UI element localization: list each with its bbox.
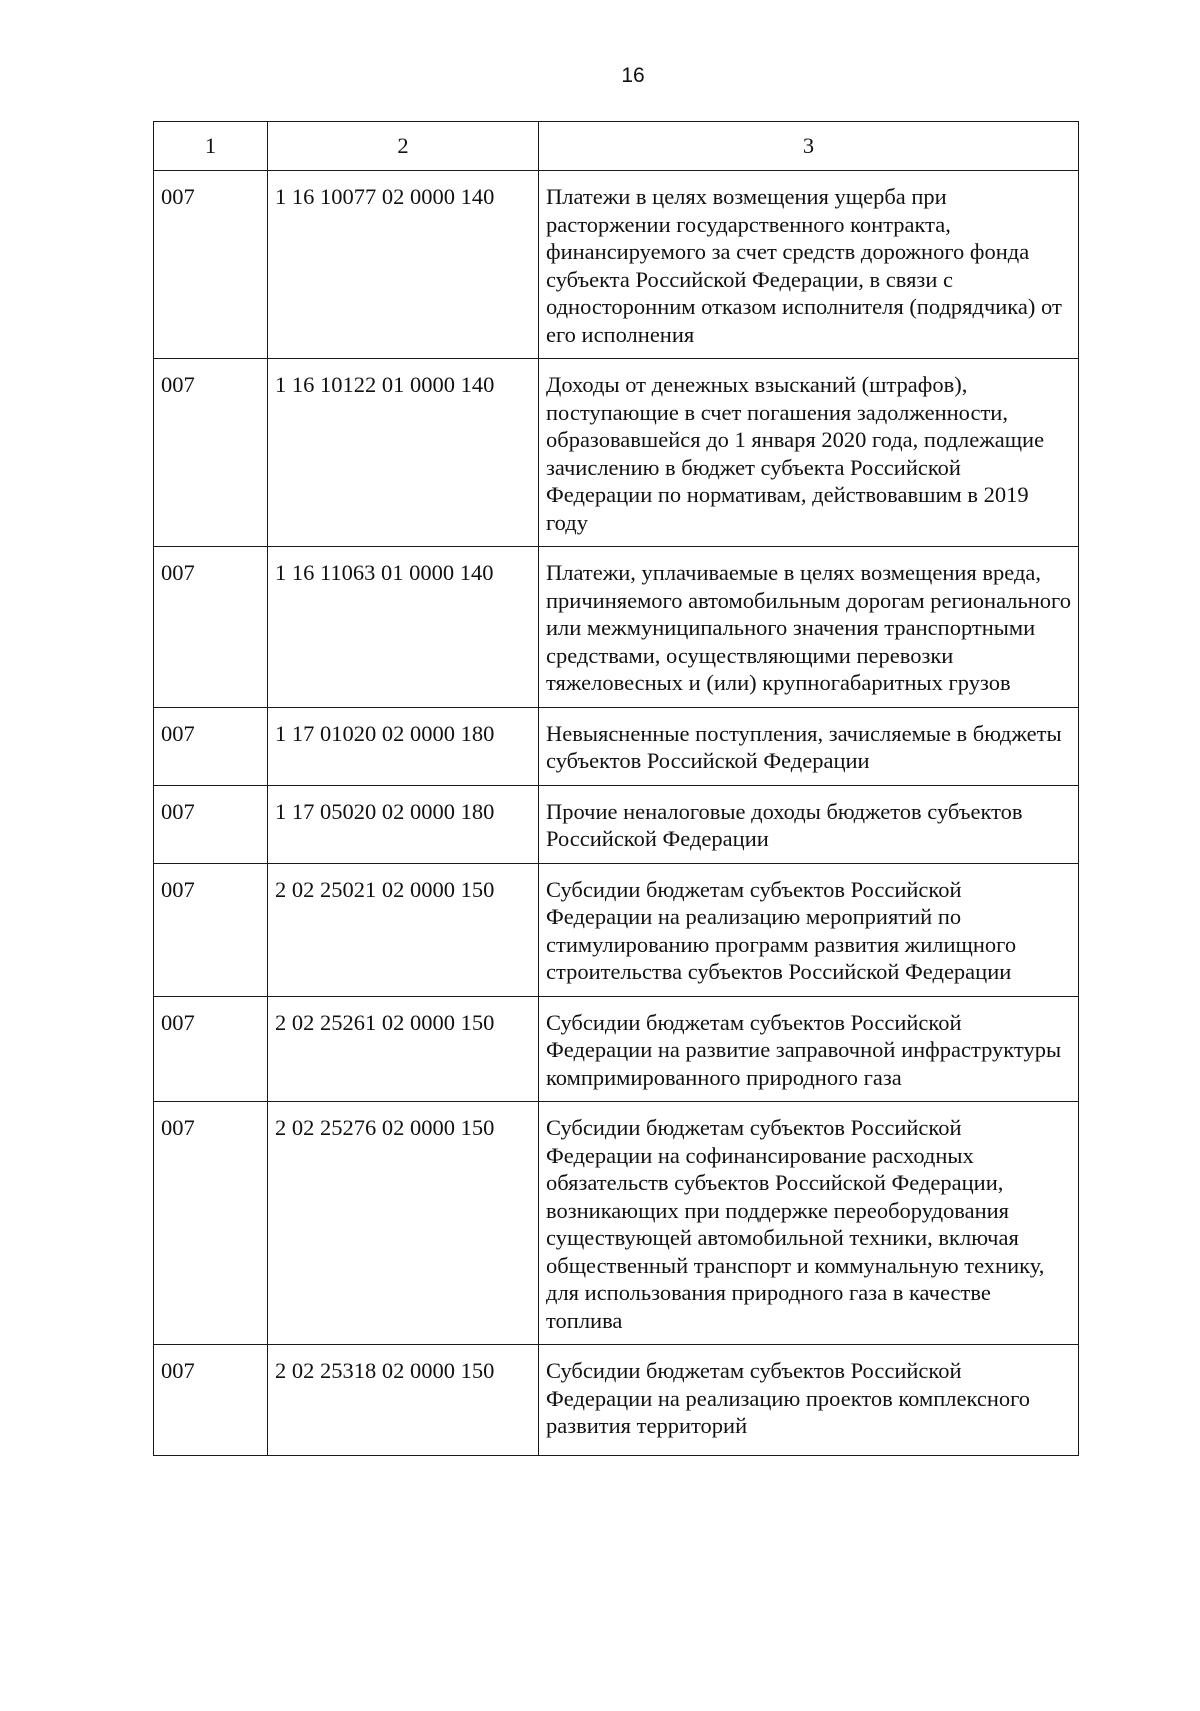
budget-code-cell: 1 16 11063 01 0000 140 [268,547,539,708]
table-header-row [154,122,1079,171]
table-row [154,359,1079,547]
description-cell: Субсидии бюджетам субъектов Российской Федерации на реализацию мероприятий по стимулированию программ развития жилищного строительства субъектов Российской Федерации [539,863,1079,996]
admin-code-cell: 007 [154,1345,268,1456]
header-col-2: 2 [268,122,539,171]
table-row [154,547,1079,708]
admin-code-cell: 007 [154,547,268,708]
budget-code-cell: 2 02 25276 02 0000 150 [268,1102,539,1345]
description-cell: Субсидии бюджетам субъектов Российской Федерации на реализацию проектов комплексного развития территорий [539,1345,1079,1456]
budget-code-cell: 2 02 25261 02 0000 150 [268,996,539,1102]
admin-code-cell: 007 [154,359,268,547]
table-row [154,707,1079,785]
budget-code-cell: 2 02 25318 02 0000 150 [268,1345,539,1456]
budget-code-cell: 1 16 10077 02 0000 140 [268,171,539,359]
table-row [154,863,1079,996]
admin-code-cell: 007 [154,171,268,359]
budget-code-cell: 1 17 05020 02 0000 180 [268,785,539,863]
admin-code-cell: 007 [154,1102,268,1345]
description-cell: Доходы от денежных взысканий (штрафов), поступающие в счет погашения задолженности, образовавшейся до 1 января 2020 года, подлежащие зачислению в бюджет субъекта Российской Федерации по нормативам, действовавшим в 2019 году [539,359,1079,547]
description-cell: Субсидии бюджетам субъектов Российской Федерации на софинансирование расходных обязательств субъектов Российской Федерации, возникающих при поддержке переоборудования существующей автомобильной техники, включая общественный транспорт и коммунальную технику, для использования природного газа в качестве топлива [539,1102,1079,1345]
table-row [154,1102,1079,1345]
description-cell: Прочие неналоговые доходы бюджетов субъектов Российской Федерации [539,785,1079,863]
admin-code-cell: 007 [154,863,268,996]
table-row [154,1345,1079,1456]
budget-code-cell: 1 16 10122 01 0000 140 [268,359,539,547]
table-row [154,171,1079,359]
description-cell: Платежи, уплачиваемые в целях возмещения вреда, причиняемого автомобильным дорогам регионального или межмуниципального значения транспортными средствами, осуществляющими перевозки тяжеловесных и (или) крупногабаритных грузов [539,547,1079,708]
page-number: 16 [621,64,645,87]
admin-code-cell: 007 [154,707,268,785]
budget-code-cell: 1 17 01020 02 0000 180 [268,707,539,785]
budget-codes-table [153,121,1079,1456]
table-row [154,785,1079,863]
admin-code-cell: 007 [154,785,268,863]
header-col-1: 1 [154,122,268,171]
description-cell: Платежи в целях возмещения ущерба при расторжении государственного контракта, финансируемого за счет средств дорожного фонда субъекта Российской Федерации, в связи с односторонним отказом исполнителя (подрядчика) от его исполнения [539,171,1079,359]
budget-code-cell: 2 02 25021 02 0000 150 [268,863,539,996]
header-col-3: 3 [539,122,1079,171]
table-row [154,996,1079,1102]
description-cell: Невыясненные поступления, зачисляемые в бюджеты субъектов Российской Федерации [539,707,1079,785]
description-cell: Субсидии бюджетам субъектов Российской Федерации на развитие заправочной инфраструктуры компримированного природного газа [539,996,1079,1102]
admin-code-cell: 007 [154,996,268,1102]
